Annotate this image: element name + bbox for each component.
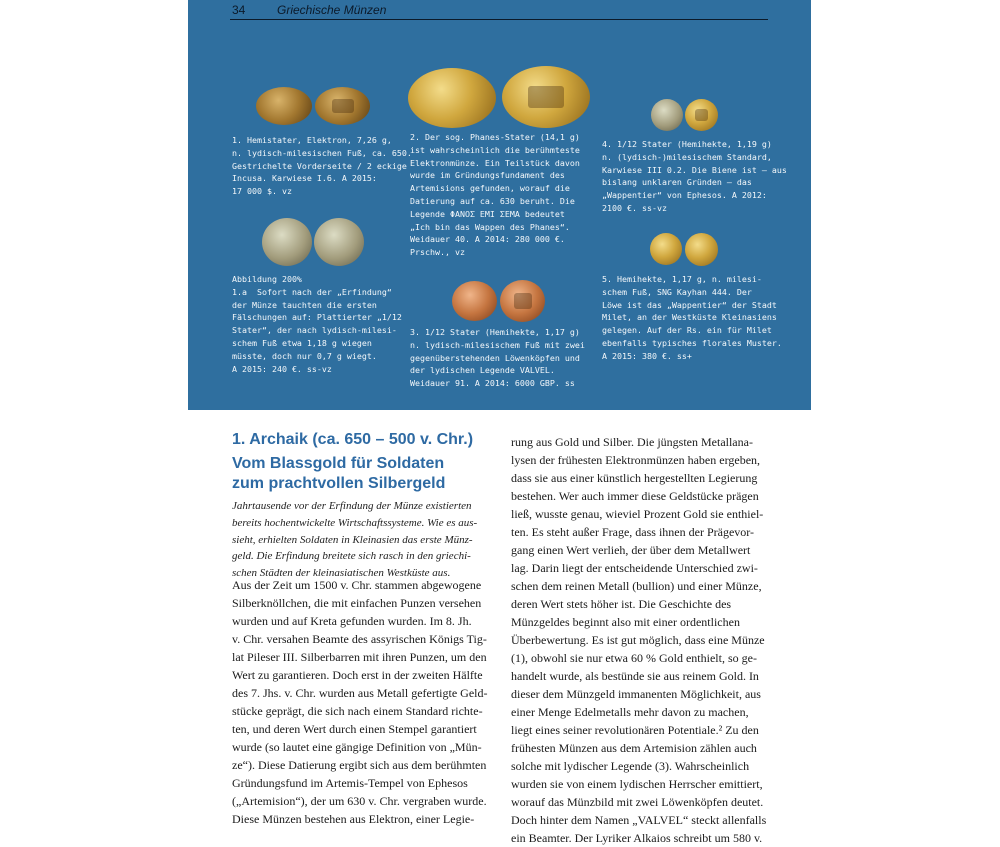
coin-5-obverse-image <box>650 233 682 265</box>
running-title: Griechische Münzen <box>277 3 387 17</box>
body-text-column-1: Aus der Zeit um 1500 v. Chr. stammen abgewogene Silberknöllchen, die mit einfachen Punzen versehen wurden und auf Kreta gefunden wurden. Im 8. Jh. v. Chr. versahen Beamte des assyrischen Königs Tig- lat Pileser III. Silberbarren mit ihren Punzen, um den Wert zu garantieren. Doch erst in der zweiten Hälfte des 7. Jhs. v. Chr. wurden aus Metall gefertigte Geld- stücke geprägt, die sich nach einem Standard richte- ten, und deren Wert durch einen Stempel garantiert wurde (so lautet eine gängige Definition von „Mün- ze“). Diese Datierung ergibt sich aus dem berühmten Gründungsfund im Artemis-Tempel von Ephesos („Artemision“), der um 630 v. Chr. vergraben wurde. Diese Münzen bestehen aus Elektron, einer Legie- <box>232 578 488 826</box>
coin-3-reverse-image <box>500 280 545 322</box>
coin-4-obverse-image <box>651 99 683 131</box>
coin-1-obverse-image <box>256 87 312 125</box>
body-text-column-2: rung aus Gold und Silber. Die jüngsten Metallana- lysen der frühesten Elektronmünzen haben ergeben, dass sie aus einer künstlich hergestellten Legierung bestehen. Wer auch immer diese Geldstücke prägen ließ, wusste genau, wieviel Prozent Gold sie enthiel- ten. Es steht außer Frage, dass ihnen der Prägevor- gang einen Wert verlieh, der über dem Metallwert lag. Darin liegt der entscheidende Unterschied zwi- schen dem reinen Metall (bullion) und einer Münze, deren Wert stets höher ist. Die Geschichte des Münzgeldes beginnt also mit einer ordentlichen Überbewertung. Es ist gut möglich, dass eine Münze (1), obwohl sie nur etwa 60 % Gold enthielt, so ge- handelt wurde, als bestünde sie aus reinem Gold. In dieser dem Münzgeld immanenten Möglichkeit, aus einer Menge Edelmetalls mehr davon zu machen, liegt eines seiner revolutionären Potentiale.² Zu den frühesten Münzen aus dem Artemision zählen auch solche mit lydischer Legende (3). Wahrscheinlich wurden sie von einem lydischen Herrscher emittiert, worauf das Münzbild mit zwei Löwenköpfen deutet. Doch hinter dem Namen „VALVEL“ steckt allenfalls ein Beamter. Der Lyriker Alkaios schreibt um 580 v. <box>511 435 767 845</box>
caption-1a: Abbildung 200% 1.a Sofort nach der „Erfindung“ der Münze tauchten die ersten Fälschungen auf: Plattierter „1/12 Stater“, der nach lydisch-milesi- schem Fuß etwa 1,18 g wiegen müsste, doch nur 0,7 g wiegt. A 2015: 240 €. ss-vz <box>232 274 402 374</box>
caption-5: 5. Hemihekte, 1,17 g, n. milesi- schem Fuß, SNG Kayhan 444. Der Löwe ist das „Wappentier“ der Stadt Milet, an der Westküste Kleinasiens gelegen. Auf der Rs. ein für Milet ebenfalls typisches florales Muster. A 2015: 380 €. ss+ <box>602 274 782 361</box>
section-subheading: Vom Blassgold für Soldaten zum prachtvollen Silbergeld <box>232 455 446 492</box>
page-number: 34 <box>232 3 246 17</box>
coin-3-obverse-image <box>452 281 497 321</box>
caption-3: 3. 1/12 Stater (Hemihekte, 1,17 g) n. lydisch-milesischem Fuß mit zwei gegenüberstehenden Löwenköpfen und der lydischen Legende VALVEL. Weidauer 91. A 2014: 6000 GBP. ss <box>410 327 585 389</box>
header-rule <box>230 19 768 20</box>
coin-1-reverse-image <box>315 87 370 125</box>
caption-2: 2. Der sog. Phanes-Stater (14,1 g) ist wahrscheinlich die berühmteste Elektronmünze. Ein Teilstück davon wurde im Gründungsfundament des Artemisions gefunden, worauf die Datierung auf ca. 630 beruht. Die Legende ΦΑΝΟΣ ΕΜΙ ΣΕΜΑ bedeutet „Ich bin das Wappen des Phanes“. Weidauer 40. A 2014: 280 000 €. Prschw., vz <box>410 132 580 258</box>
coin-2-obverse-image <box>408 68 496 128</box>
section-heading: 1. Archaik (ca. 650 – 500 v. Chr.) <box>232 431 474 448</box>
coin-4-reverse-image <box>685 99 718 131</box>
intro-paragraph: Jahrtausende vor der Erfindung der Münze existierten bereits hochentwickelte Wirtschaftssysteme. Wie es aus- sieht, erhielten Soldaten in Kleinasien das erste Münz- geld. Die Erfindung breitete sich rasch in den griechi- schen Städten der kleinasiatischen Westküste aus. <box>232 500 478 580</box>
caption-1: 1. Hemistater, Elektron, 7,26 g, n. lydisch-milesischen Fuß, ca. 650. Gestrichelte Vorderseite / 2 eckige Incusa. Karwiese I.6. A 2015: 17 000 $. vz <box>232 135 412 197</box>
coin-1a-reverse-image <box>314 218 364 266</box>
coin-5-reverse-image <box>685 233 718 266</box>
coin-1a-obverse-image <box>262 218 312 266</box>
coin-2-reverse-image <box>502 66 590 128</box>
caption-4: 4. 1/12 Stater (Hemihekte, 1,19 g) n. (lydisch-)milesischem Standard, Karwiese III 0.2. Die Biene ist – aus bislang unklaren Gründen – das „Wappentier“ von Ephesos. A 2012: 2100 €. ss-vz <box>602 139 787 213</box>
